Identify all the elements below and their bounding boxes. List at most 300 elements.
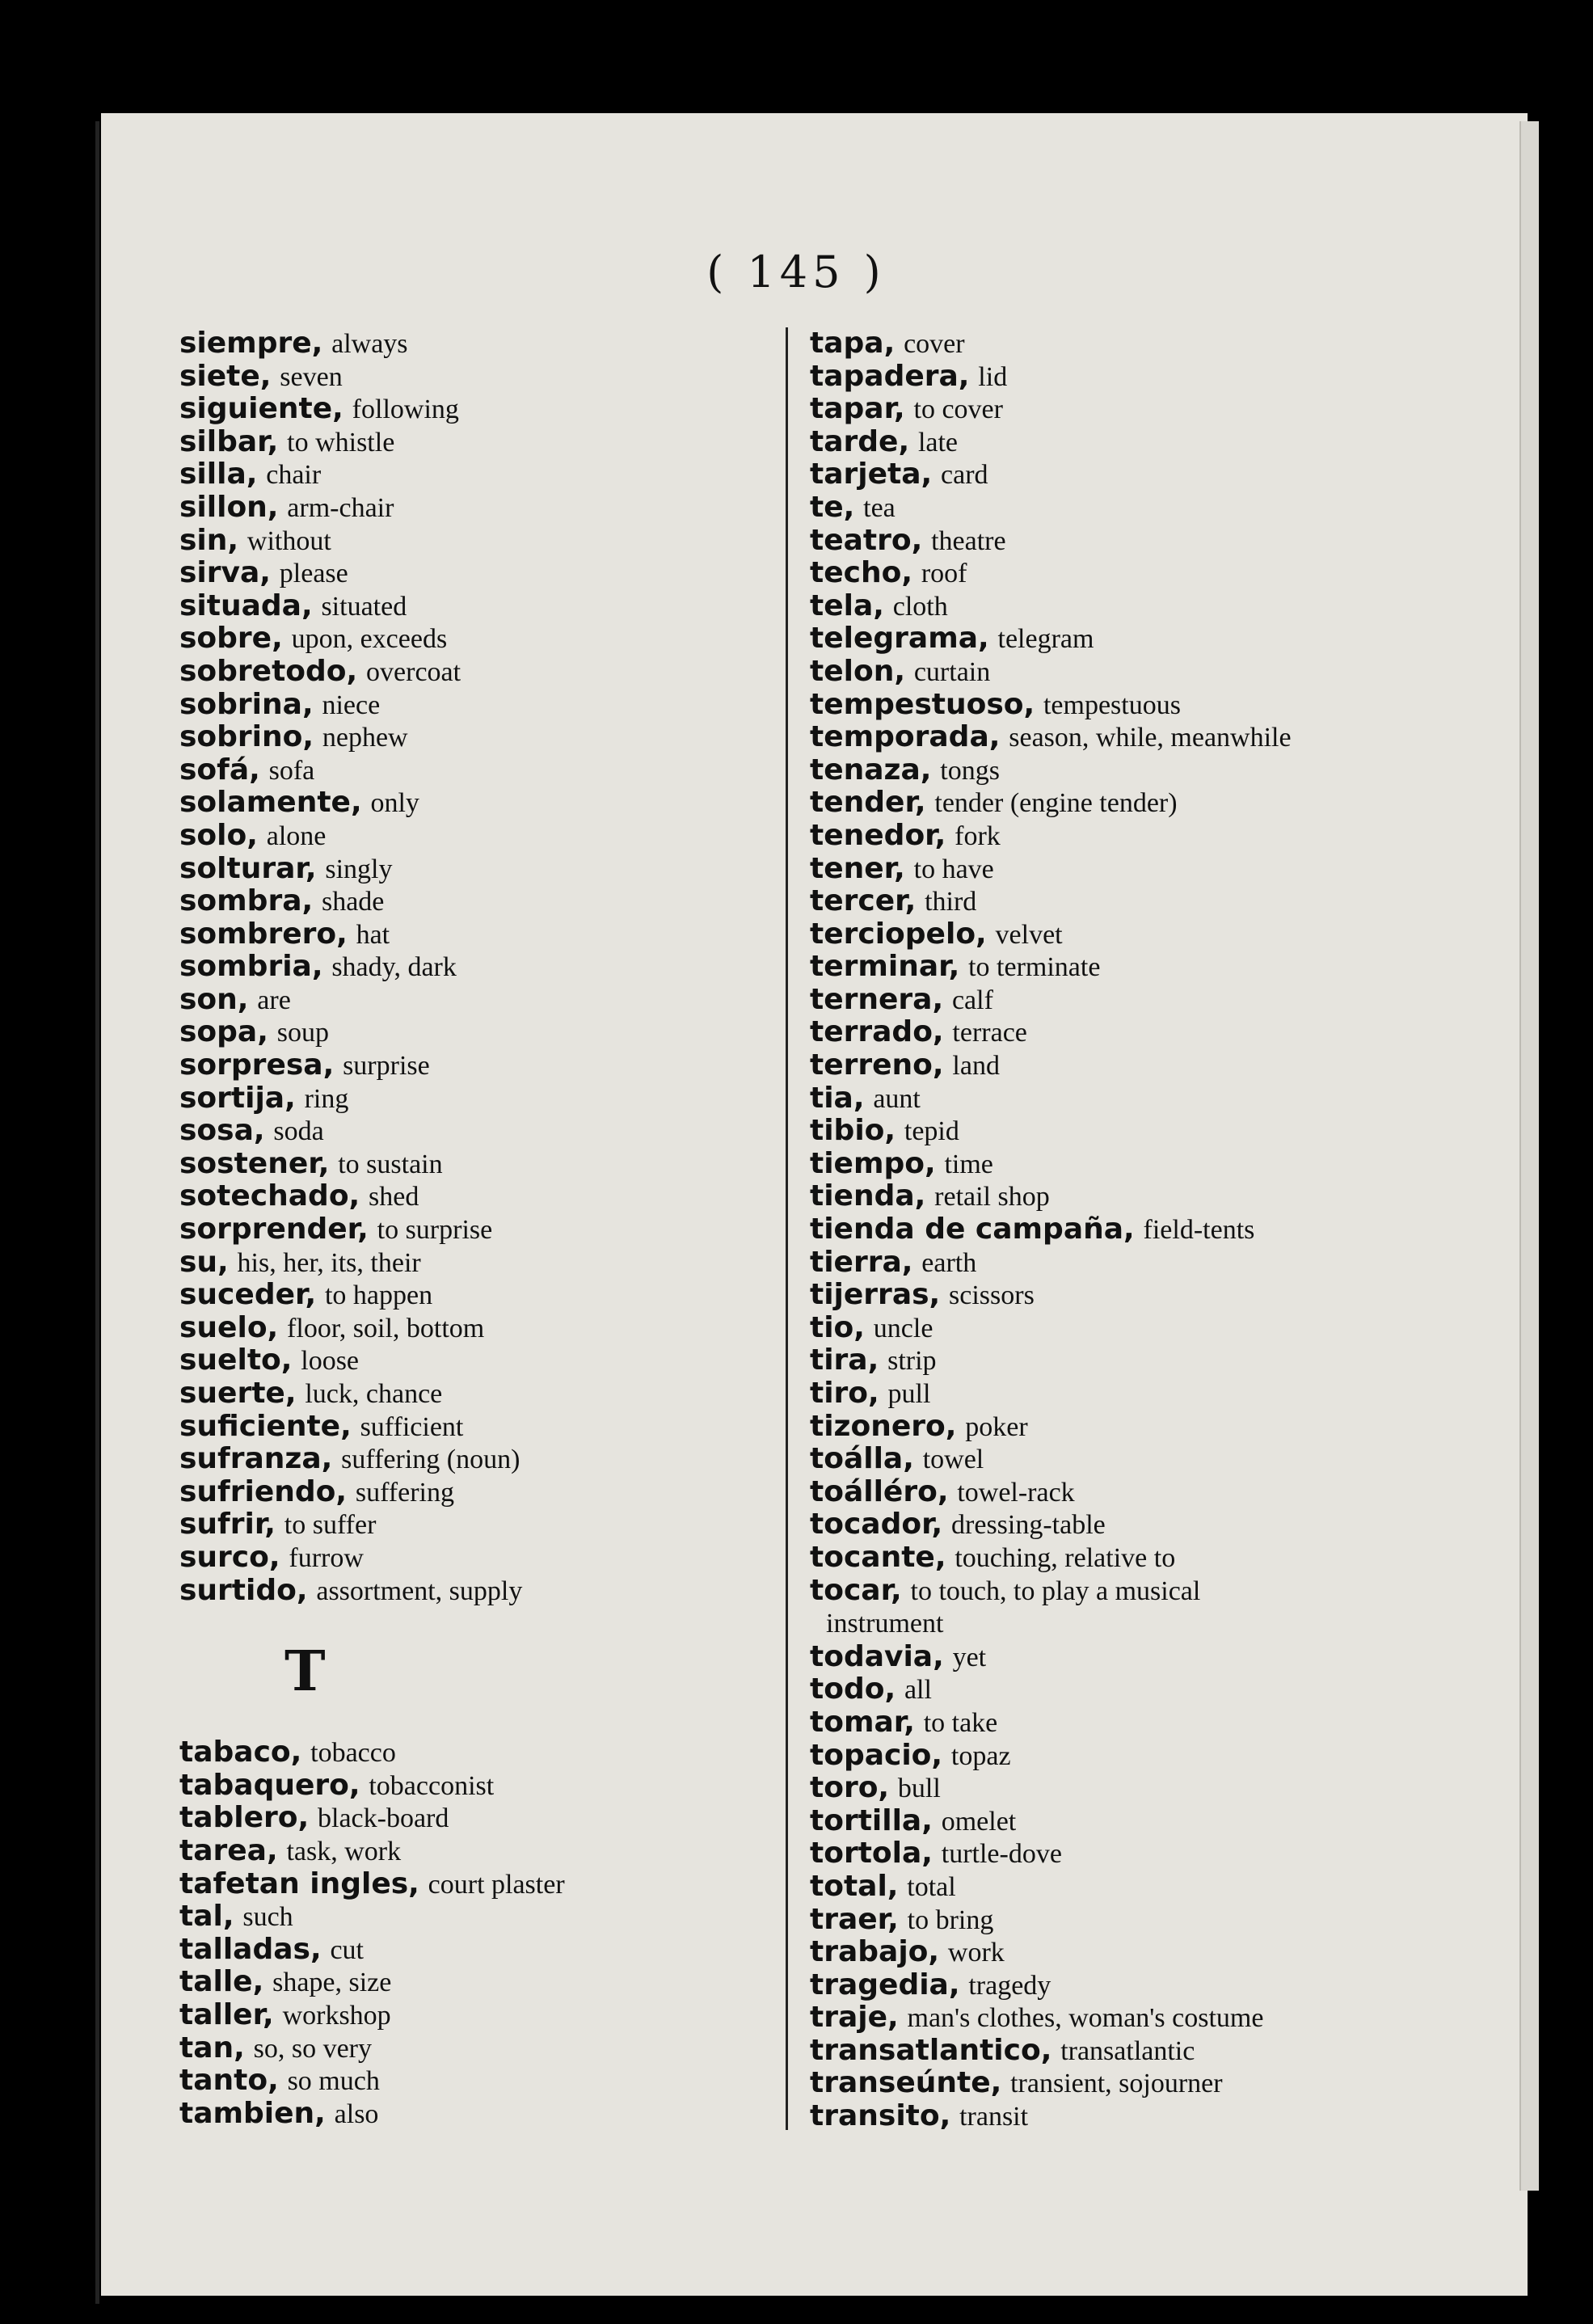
- entry-gloss: upon, exceeds: [291, 624, 448, 655]
- dictionary-entry: [810, 1115, 1505, 1148]
- entry-gloss: tender (engine tender): [934, 788, 1178, 819]
- entry-headword: tijerras,: [810, 1278, 941, 1312]
- entry-gloss: tobacconist: [369, 1770, 495, 1801]
- entry-gloss: strip: [887, 1346, 937, 1377]
- dictionary-entry: [179, 1148, 778, 1181]
- entry-headword: sobrino,: [179, 720, 314, 754]
- entry-gloss: all: [904, 1675, 932, 1706]
- entry-gloss: card: [941, 460, 988, 491]
- dictionary-entry: [810, 622, 1505, 656]
- dictionary-entry: [810, 557, 1505, 590]
- entry-headword: tal,: [179, 1900, 234, 1934]
- entry-headword: sombrero,: [179, 917, 348, 951]
- entry-gloss: to whistle: [287, 427, 395, 458]
- entry-gloss: lid: [978, 361, 1008, 392]
- dictionary-entry: [810, 787, 1505, 820]
- entry-headword: tablero,: [179, 1801, 310, 1835]
- entry-gloss: time: [944, 1149, 993, 1179]
- dictionary-entry: [179, 754, 778, 787]
- entry-headword: tragedia,: [810, 1968, 960, 2001]
- entry-headword: situada,: [179, 588, 313, 622]
- dictionary-entry: [179, 1115, 778, 1148]
- entry-gloss: scissors: [949, 1280, 1035, 1311]
- dictionary-entry: [810, 1969, 1505, 2002]
- entry-headword: terminar,: [810, 950, 960, 984]
- entry-headword: tortilla,: [810, 1803, 933, 1837]
- entry-headword: tocador,: [810, 1508, 943, 1542]
- dictionary-entry: [810, 426, 1505, 459]
- dictionary-entry: [179, 1508, 778, 1542]
- entry-headword: tela,: [810, 588, 884, 622]
- entry-headword: sombria,: [179, 950, 323, 984]
- dictionary-entry: [179, 951, 778, 984]
- entry-gloss: his, her, its, their: [237, 1247, 421, 1278]
- entry-headword: tio,: [810, 1310, 865, 1344]
- entry-gloss: floor, soil, bottom: [287, 1313, 485, 1343]
- dictionary-entry: [179, 656, 778, 689]
- entry-gloss: to terminate: [968, 952, 1101, 983]
- entry-gloss: so much: [287, 2066, 380, 2097]
- entry-headword: tienda de campaña,: [810, 1213, 1135, 1246]
- entry-headword: tafetan ingles,: [179, 1866, 419, 1900]
- entry-headword: solo,: [179, 818, 258, 852]
- entry-gloss: roof: [921, 559, 967, 589]
- entry-gloss: following: [352, 394, 459, 425]
- dictionary-entry: [179, 590, 778, 623]
- entry-gloss: without: [247, 525, 331, 556]
- entry-headword: tienda,: [810, 1179, 926, 1213]
- dictionary-entry: [810, 1443, 1505, 1476]
- entry-gloss: tragedy: [968, 1970, 1051, 2001]
- dictionary-entry: [179, 1312, 778, 1345]
- entry-headword: suficiente,: [179, 1409, 352, 1443]
- dictionary-entry: [179, 491, 778, 525]
- entry-headword: tia,: [810, 1081, 865, 1115]
- entry-headword: sosa,: [179, 1114, 265, 1148]
- entry-headword: teatro,: [810, 523, 923, 557]
- dictionary-entry: [179, 1900, 778, 1934]
- page-edge: [1519, 121, 1539, 2191]
- entry-headword: tocante,: [810, 1540, 946, 1574]
- dictionary-entry: [179, 1999, 778, 2032]
- dictionary-entry: [810, 525, 1505, 558]
- entry-gloss: transatlantic: [1060, 2035, 1195, 2066]
- entry-headword: solamente,: [179, 786, 362, 820]
- entry-gloss: touching, relative to: [955, 1542, 1176, 1573]
- dictionary-entry: [810, 1936, 1505, 1969]
- dictionary-entry: [810, 918, 1505, 951]
- entry-gloss: to happen: [324, 1280, 433, 1311]
- dictionary-entry: [179, 1082, 778, 1116]
- entry-headword: toálla,: [810, 1442, 914, 1476]
- entry-headword: trabajo,: [810, 1935, 940, 1969]
- entry-headword: silbar,: [179, 424, 279, 458]
- entry-gloss: suffering (noun): [341, 1445, 520, 1475]
- dictionary-entry: [179, 1868, 778, 1901]
- dictionary-entry: [179, 1476, 778, 1509]
- entry-gloss: hat: [356, 919, 390, 950]
- dictionary-entry: [810, 1575, 1505, 1641]
- entry-headword: sorprender,: [179, 1213, 369, 1246]
- dictionary-entry: [810, 590, 1505, 623]
- entry-gloss: situated: [321, 591, 407, 622]
- dictionary-entry: [810, 361, 1505, 394]
- entry-gloss: soup: [276, 1018, 329, 1048]
- entry-gloss: to have: [913, 854, 994, 884]
- entry-headword: tortola,: [810, 1837, 933, 1871]
- dictionary-entry: [810, 656, 1505, 689]
- dictionary-entry: [810, 1871, 1505, 1904]
- entry-headword: tabaquero,: [179, 1768, 360, 1802]
- entry-headword: sofá,: [179, 753, 260, 787]
- dictionary-entry: [810, 689, 1505, 722]
- dictionary-entry: [179, 1443, 778, 1476]
- dictionary-entry: [179, 525, 778, 558]
- dictionary-entry: [179, 2032, 778, 2065]
- entry-gloss: tempestuous: [1043, 690, 1181, 720]
- entry-headword: total,: [810, 1869, 899, 1903]
- entry-gloss: so, so very: [253, 2033, 373, 2064]
- left-t-entries: [179, 1736, 778, 2130]
- dictionary-entry: [810, 1542, 1505, 1575]
- dictionary-entry: [179, 1934, 778, 1967]
- dictionary-entry: [810, 1344, 1505, 1377]
- entry-headword: sostener,: [179, 1146, 330, 1180]
- entry-gloss: tea: [863, 492, 896, 523]
- entry-gloss: earth: [921, 1247, 977, 1278]
- entry-headword: tan,: [179, 2031, 245, 2065]
- entry-headword: sobrina,: [179, 687, 314, 721]
- page-number: ( 145 ): [706, 247, 886, 297]
- entry-headword: suelto,: [179, 1343, 293, 1377]
- dictionary-entry: [179, 1016, 778, 1049]
- dictionary-entry: [810, 984, 1505, 1017]
- entry-gloss: man's clothes, woman's costume: [907, 2003, 1264, 2034]
- entry-gloss: such: [242, 1902, 293, 1933]
- entry-headword: sobretodo,: [179, 654, 358, 688]
- dictionary-entry: [179, 458, 778, 491]
- dictionary-entry: [179, 1213, 778, 1246]
- entry-headword: sobre,: [179, 622, 283, 656]
- entry-headword: tarde,: [810, 424, 910, 458]
- entry-headword: todo,: [810, 1672, 896, 1706]
- dictionary-entry: [810, 951, 1505, 984]
- entry-gloss: towel-rack: [957, 1477, 1075, 1508]
- entry-gloss: suffering: [355, 1477, 454, 1508]
- entry-headword: talle,: [179, 1965, 264, 1999]
- entry-headword: sopa,: [179, 1015, 268, 1049]
- dictionary-entry: [179, 1377, 778, 1411]
- entry-headword: talladas,: [179, 1932, 322, 1966]
- entry-headword: tiro,: [810, 1377, 879, 1410]
- entry-headword: siete,: [179, 359, 272, 393]
- entry-headword: sillon,: [179, 490, 279, 524]
- entry-headword: tanto,: [179, 2064, 279, 2098]
- entry-headword: sin,: [179, 523, 239, 557]
- entry-headword: suelo,: [179, 1310, 279, 1344]
- dictionary-entry: [810, 754, 1505, 787]
- dictionary-entry: [179, 1411, 778, 1444]
- left-column: [179, 327, 778, 2130]
- dictionary-entry: [810, 1279, 1505, 1312]
- entry-headword: sufrir,: [179, 1508, 276, 1542]
- section-letter: T: [284, 1639, 326, 1705]
- dictionary-entry: [179, 2098, 778, 2131]
- entry-gloss: niece: [322, 690, 381, 720]
- entry-gloss: pull: [887, 1379, 931, 1409]
- entry-headword: temporada,: [810, 720, 1001, 754]
- entry-headword: tocar,: [810, 1573, 902, 1607]
- dictionary-entry: [179, 327, 778, 361]
- entry-gloss: furrow: [289, 1542, 364, 1573]
- right-t-entries: [810, 327, 1505, 2133]
- entry-gloss: assortment, supply: [316, 1575, 523, 1606]
- entry-headword: topacio,: [810, 1738, 943, 1772]
- dictionary-entry: [179, 1246, 778, 1280]
- dictionary-entry: [179, 820, 778, 853]
- dictionary-entry: [179, 1575, 778, 1608]
- dictionary-entry: [810, 1805, 1505, 1838]
- dictionary-entry: [179, 622, 778, 656]
- entry-gloss: workshop: [282, 2000, 391, 2031]
- entry-headword: toro,: [810, 1771, 890, 1805]
- entry-gloss: tobacco: [310, 1738, 396, 1769]
- dictionary-entry: [810, 1837, 1505, 1871]
- dictionary-entry: [810, 853, 1505, 886]
- entry-headword: suceder,: [179, 1278, 317, 1312]
- dictionary-entry: [179, 853, 778, 886]
- dictionary-entry: [179, 689, 778, 722]
- entry-headword: tempestuoso,: [810, 687, 1035, 721]
- entry-gloss: cut: [330, 1934, 364, 1965]
- entry-gloss: please: [279, 559, 348, 589]
- entry-gloss: season, while, meanwhile: [1009, 723, 1292, 753]
- dictionary-entry: [810, 1740, 1505, 1773]
- dictionary-entry: [810, 1213, 1505, 1246]
- dictionary-entry: [179, 1049, 778, 1082]
- entry-gloss: ring: [304, 1083, 349, 1114]
- dictionary-entry: [810, 2100, 1505, 2133]
- entry-gloss: to sustain: [338, 1149, 443, 1179]
- entry-headword: tomar,: [810, 1705, 915, 1739]
- dictionary-entry: [810, 2001, 1505, 2035]
- entry-gloss: loose: [301, 1346, 360, 1377]
- entry-headword: surco,: [179, 1540, 280, 1574]
- entry-gloss: also: [334, 2098, 379, 2129]
- dictionary-entry: [179, 984, 778, 1017]
- entry-headword: traje,: [810, 2001, 899, 2035]
- entry-headword: tapadera,: [810, 359, 970, 393]
- dictionary-entry: [810, 1772, 1505, 1805]
- entry-headword: su,: [179, 1245, 229, 1279]
- entry-headword: transatlantico,: [810, 2033, 1052, 2067]
- entry-gloss: dressing-table: [951, 1510, 1106, 1541]
- dictionary-entry: [810, 1049, 1505, 1082]
- entry-gloss: nephew: [322, 723, 408, 753]
- entry-headword: terciopelo,: [810, 917, 987, 951]
- entry-gloss: total: [907, 1871, 956, 1902]
- entry-headword: tapa,: [810, 327, 896, 360]
- dictionary-entry: [810, 393, 1505, 426]
- dictionary-entry: [810, 1148, 1505, 1181]
- dictionary-entry: [810, 820, 1505, 853]
- entry-headword: tender,: [810, 786, 926, 820]
- entry-gloss-continuation: instrument: [826, 1609, 944, 1639]
- dictionary-entry: [810, 1706, 1505, 1740]
- dictionary-entry: [810, 458, 1505, 491]
- entry-headword: suerte,: [179, 1377, 297, 1410]
- entry-headword: siguiente,: [179, 392, 343, 426]
- entry-gloss: yet: [952, 1642, 987, 1672]
- entry-gloss: soda: [273, 1116, 324, 1147]
- entry-headword: tizonero,: [810, 1409, 957, 1443]
- entry-headword: sotechado,: [179, 1179, 360, 1213]
- entry-gloss: bull: [897, 1774, 941, 1804]
- dictionary-entry: [810, 2035, 1505, 2068]
- entry-gloss: third: [925, 887, 977, 917]
- entry-headword: taller,: [179, 1997, 274, 2031]
- entry-headword: tibio,: [810, 1114, 896, 1148]
- entry-headword: traer,: [810, 1902, 899, 1936]
- entry-headword: tener,: [810, 851, 905, 885]
- entry-gloss: turtle-dove: [941, 1839, 1062, 1870]
- dictionary-entry: [810, 721, 1505, 754]
- entry-gloss: transient, sojourner: [1010, 2069, 1223, 2099]
- entry-headword: ternera,: [810, 982, 944, 1016]
- entry-headword: tarea,: [179, 1833, 278, 1867]
- entry-gloss: to take: [923, 1707, 998, 1738]
- entry-gloss: aunt: [873, 1083, 921, 1114]
- column-divider: [786, 327, 788, 2130]
- entry-headword: telegrama,: [810, 622, 989, 656]
- dictionary-entry: [179, 1966, 778, 1999]
- dictionary-entry: [179, 1736, 778, 1769]
- entry-headword: surtido,: [179, 1573, 308, 1607]
- entry-headword: sorpresa,: [179, 1048, 335, 1082]
- dictionary-entry: [179, 361, 778, 394]
- dictionary-entry: [179, 918, 778, 951]
- entry-gloss: field-tents: [1143, 1215, 1255, 1246]
- entry-headword: sufranza,: [179, 1442, 333, 1476]
- dictionary-entry: [179, 1835, 778, 1868]
- dictionary-entry: [179, 721, 778, 754]
- entry-headword: tarjeta,: [810, 458, 933, 491]
- entry-headword: tira,: [810, 1343, 879, 1377]
- entry-headword: transito,: [810, 2099, 951, 2133]
- dictionary-entry: [810, 1246, 1505, 1280]
- entry-headword: transeúnte,: [810, 2066, 1002, 2100]
- dictionary-entry: [810, 1476, 1505, 1509]
- entry-gloss: black-board: [318, 1803, 449, 1834]
- entry-gloss: sofa: [268, 755, 315, 786]
- entry-headword: tenedor,: [810, 818, 946, 852]
- entry-headword: todavia,: [810, 1639, 944, 1673]
- entry-headword: sirva,: [179, 556, 271, 590]
- dictionary-entry: [179, 426, 778, 459]
- dictionary-entry: [810, 1508, 1505, 1542]
- entry-headword: son,: [179, 982, 249, 1016]
- dictionary-entry: [810, 1904, 1505, 1937]
- entry-gloss: to bring: [907, 1904, 994, 1935]
- entry-gloss: luck, chance: [305, 1379, 443, 1409]
- entry-gloss: to suffer: [284, 1510, 377, 1541]
- entry-gloss: are: [257, 985, 291, 1015]
- dictionary-entry: [810, 1312, 1505, 1345]
- entry-gloss: topaz: [950, 1740, 1011, 1771]
- left-s-entries: [179, 327, 778, 1607]
- entry-gloss: shape, size: [272, 1968, 392, 1998]
- entry-gloss: seven: [280, 361, 343, 392]
- dictionary-entry: [179, 1180, 778, 1213]
- entry-gloss: alone: [266, 820, 327, 851]
- entry-headword: tercer,: [810, 884, 917, 918]
- entry-gloss: only: [370, 788, 419, 819]
- dictionary-entry: [179, 557, 778, 590]
- entry-headword: siempre,: [179, 327, 323, 360]
- entry-gloss: theatre: [931, 525, 1006, 556]
- dictionary-entry: [810, 1411, 1505, 1444]
- dictionary-entry: [179, 1769, 778, 1803]
- entry-headword: terreno,: [810, 1048, 944, 1082]
- dictionary-entry: [810, 1016, 1505, 1049]
- entry-gloss: work: [947, 1938, 1005, 1968]
- entry-gloss: curtain: [913, 656, 991, 687]
- entry-headword: terrado,: [810, 1015, 944, 1049]
- entry-gloss: terrace: [952, 1018, 1027, 1048]
- dictionary-entry: [179, 1279, 778, 1312]
- entry-headword: telon,: [810, 654, 906, 688]
- entry-gloss: court plaster: [428, 1869, 565, 1900]
- entry-headword: toálléro,: [810, 1474, 949, 1508]
- dictionary-entry: [810, 327, 1505, 361]
- entry-headword: sortija,: [179, 1081, 296, 1115]
- entry-gloss: shed: [369, 1182, 419, 1213]
- dictionary-entry: [179, 1344, 778, 1377]
- dictionary-entry: [179, 1802, 778, 1835]
- entry-gloss: transit: [959, 2102, 1029, 2132]
- entry-gloss: surprise: [343, 1051, 430, 1082]
- entry-gloss: shade: [321, 887, 385, 917]
- entry-gloss: cloth: [892, 591, 948, 622]
- binding-edge: [95, 121, 99, 2304]
- entry-gloss: shady, dark: [331, 952, 457, 983]
- dictionary-entry: [810, 491, 1505, 525]
- dictionary-entry: [810, 885, 1505, 918]
- dictionary-entry: [810, 1082, 1505, 1116]
- entry-gloss: sufficient: [360, 1411, 464, 1442]
- entry-gloss: tongs: [940, 755, 1000, 786]
- entry-gloss: telegram: [997, 624, 1094, 655]
- entry-gloss: omelet: [941, 1806, 1017, 1837]
- entry-headword: te,: [810, 490, 855, 524]
- entry-gloss: arm-chair: [287, 492, 394, 523]
- entry-gloss: velvet: [995, 919, 1063, 950]
- entry-gloss: tepid: [904, 1116, 959, 1147]
- entry-gloss: always: [331, 329, 408, 359]
- entry-gloss: task, work: [286, 1836, 402, 1866]
- entry-gloss: chair: [266, 460, 322, 491]
- entry-gloss: to touch, to play a musical: [910, 1575, 1201, 1606]
- dictionary-entry: [810, 1641, 1505, 1674]
- entry-gloss: cover: [904, 329, 965, 359]
- entry-gloss: late: [917, 427, 959, 458]
- dictionary-entry: [179, 1542, 778, 1575]
- dictionary-entry: [179, 393, 778, 426]
- entry-headword: tambien,: [179, 2096, 326, 2130]
- entry-headword: tenaza,: [810, 753, 932, 787]
- entry-headword: tiempo,: [810, 1146, 936, 1180]
- entry-gloss: fork: [955, 820, 1001, 851]
